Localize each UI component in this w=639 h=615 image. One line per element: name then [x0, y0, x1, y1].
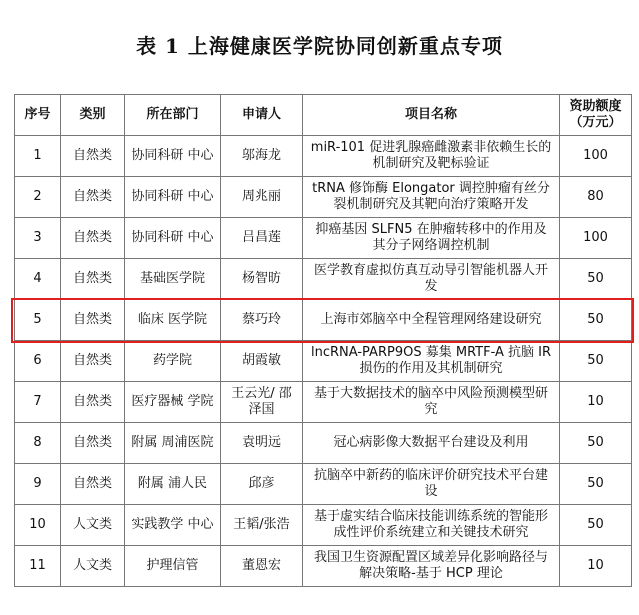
- projects-table: [14, 94, 632, 587]
- cell-dept: 协同科研 中心: [125, 177, 221, 218]
- cell-project: tRNA 修饰酶 Elongator 调控肿瘤有丝分裂机制研究及其靶向治疗策略开发: [303, 177, 560, 218]
- table-row: [15, 136, 632, 177]
- cell-category: 自然类: [61, 259, 125, 300]
- cell-amount: 10: [560, 546, 632, 587]
- cell-category: 自然类: [61, 382, 125, 423]
- cell-project: 抑癌基因 SLFN5 在肿瘤转移中的作用及其分子网络调控机制: [303, 218, 560, 259]
- cell-category: 自然类: [61, 423, 125, 464]
- cell-project: 基于虚实结合临床技能训练系统的智能形成性评价系统建立和关键技术研究: [303, 505, 560, 546]
- cell-category: 自然类: [61, 136, 125, 177]
- cell-project: 我国卫生资源配置区域差异化影响路径与解决策略-基于 HCP 理论: [303, 546, 560, 587]
- cell-category: 自然类: [61, 341, 125, 382]
- cell-amount: 50: [560, 259, 632, 300]
- cell-amount: 50: [560, 423, 632, 464]
- cell-category: 人文类: [61, 505, 125, 546]
- table-row: [15, 382, 632, 423]
- cell-no: 6: [15, 341, 61, 382]
- cell-category: 人文类: [61, 546, 125, 587]
- cell-category: 自然类: [61, 464, 125, 505]
- header-category: 类别: [61, 95, 125, 136]
- cell-dept: 协同科研 中心: [125, 136, 221, 177]
- cell-no: 7: [15, 382, 61, 423]
- cell-applicant: 杨智昉: [221, 259, 303, 300]
- cell-dept: 协同科研 中心: [125, 218, 221, 259]
- cell-no: 10: [15, 505, 61, 546]
- header-project: 项目名称: [303, 95, 560, 136]
- header-applicant: 申请人: [221, 95, 303, 136]
- table-row: [15, 464, 632, 505]
- cell-applicant: 周兆丽: [221, 177, 303, 218]
- table-row: [15, 546, 632, 587]
- cell-project: 冠心病影像大数据平台建设及利用: [303, 423, 560, 464]
- cell-dept: 附属 浦人民: [125, 464, 221, 505]
- cell-applicant: 邬海龙: [221, 136, 303, 177]
- cell-project: 医学教育虚拟仿真互动导引智能机器人开发: [303, 259, 560, 300]
- cell-no: 3: [15, 218, 61, 259]
- header-dept: 所在部门: [125, 95, 221, 136]
- table-row: [15, 423, 632, 464]
- cell-applicant: 王韬/张浩: [221, 505, 303, 546]
- table-row: [15, 177, 632, 218]
- cell-applicant: 董恩宏: [221, 546, 303, 587]
- cell-no: 2: [15, 177, 61, 218]
- cell-dept: 实践教学 中心: [125, 505, 221, 546]
- cell-applicant: 胡霞敏: [221, 341, 303, 382]
- cell-dept: 医疗器械 学院: [125, 382, 221, 423]
- table-row: [15, 218, 632, 259]
- cell-category: 自然类: [61, 218, 125, 259]
- cell-applicant: 吕昌莲: [221, 218, 303, 259]
- cell-no: 8: [15, 423, 61, 464]
- cell-project: miR-101 促进乳腺癌雌激素非依赖生长的机制研究及靶标验证: [303, 136, 560, 177]
- cell-amount: 50: [560, 505, 632, 546]
- cell-amount: 100: [560, 218, 632, 259]
- cell-amount: 50: [560, 341, 632, 382]
- projects-table-wrap: [14, 94, 631, 587]
- cell-category: 自然类: [61, 300, 125, 341]
- cell-amount: 50: [560, 464, 632, 505]
- cell-amount: 50: [560, 300, 632, 341]
- cell-dept: 基础医学院: [125, 259, 221, 300]
- table-row: [15, 505, 632, 546]
- table-row: [15, 259, 632, 300]
- cell-no: 5: [15, 300, 61, 341]
- cell-applicant: 袁明远: [221, 423, 303, 464]
- cell-no: 1: [15, 136, 61, 177]
- header-no: 序号: [15, 95, 61, 136]
- table-body: [15, 136, 632, 587]
- table-row: [15, 341, 632, 382]
- table-row: [15, 300, 632, 341]
- cell-amount: 10: [560, 382, 632, 423]
- cell-project: 抗脑卒中新药的临床评价研究技术平台建设: [303, 464, 560, 505]
- cell-project: 基于大数据技术的脑卒中风险预测模型研究: [303, 382, 560, 423]
- cell-applicant: 蔡巧玲: [221, 300, 303, 341]
- cell-no: 11: [15, 546, 61, 587]
- cell-no: 9: [15, 464, 61, 505]
- cell-category: 自然类: [61, 177, 125, 218]
- cell-applicant: 邱彦: [221, 464, 303, 505]
- page-title: 表 1 上海健康医学院协同创新重点专项: [136, 34, 503, 58]
- cell-project: 上海市郊脑卒中全程管理网络建设研究: [303, 300, 560, 341]
- cell-amount: 80: [560, 177, 632, 218]
- cell-dept: 附属 周浦医院: [125, 423, 221, 464]
- cell-dept: 药学院: [125, 341, 221, 382]
- cell-no: 4: [15, 259, 61, 300]
- header-amount: 资助额度 （万元）: [560, 95, 632, 136]
- cell-applicant: 王云光/ 邵泽国: [221, 382, 303, 423]
- cell-dept: 护理信管: [125, 546, 221, 587]
- cell-amount: 100: [560, 136, 632, 177]
- cell-dept: 临床 医学院: [125, 300, 221, 341]
- table-header-row: [15, 95, 632, 136]
- cell-project: lncRNA-PARP9OS 募集 MRTF-A 抗脑 IR 损伤的作用及其机制研究: [303, 341, 560, 382]
